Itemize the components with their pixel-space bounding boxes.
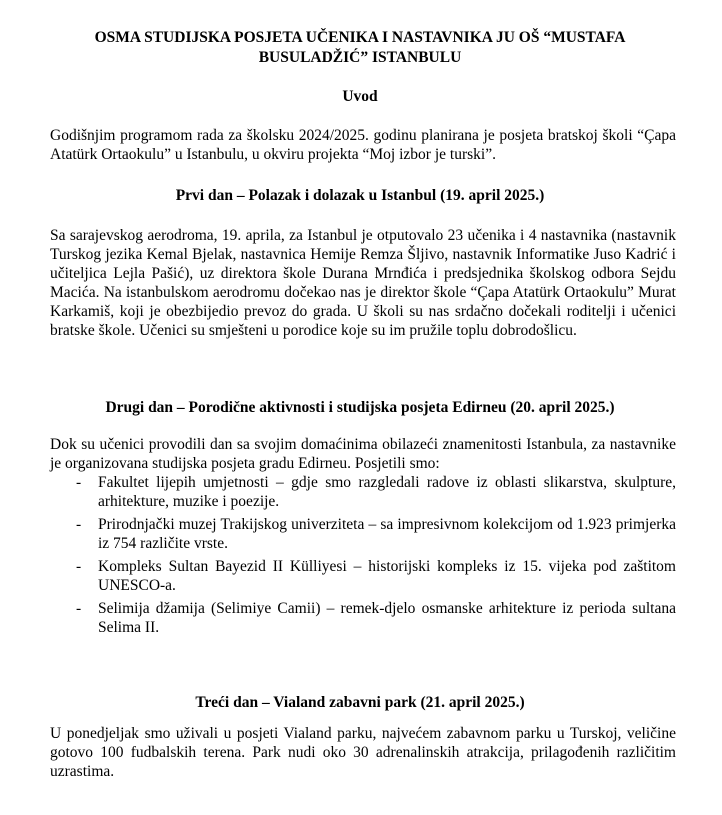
section-paragraph-treci-dan: U ponedjeljak smo uživali u posjeti Vialand parku, najvećem zabavnom parku u Turskoj, veličine gotovo 100 fudbalskih terena. Park nudi oko 30 adrenalinskih atrakcija, prilagođenih različitim uzrastima.: [50, 725, 676, 780]
list-item-text: Kompleks Sultan Bayezid II Külliyesi – historijski kompleks iz 15. vijeka pod zaštitom UNESCO-a.: [98, 558, 676, 594]
edirne-visit-list: [50, 473, 676, 641]
list-item-text: Fakultet lijepih umjetnosti – gdje smo razgledali radove iz oblasti slikarstva, skulpture, arhitekture, muzike i poezije.: [98, 474, 676, 510]
list-item-text: Prirodnjački muzej Trakijskog univerziteta – sa impresivnom kolekcijom od 1.923 primjerka iz 754 različite vrste.: [98, 516, 676, 552]
list-marker: -: [76, 516, 82, 533]
section-heading-treci-dan: Treći dan – Vialand zabavni park (21. april 2025.): [195, 694, 525, 711]
section-heading-drugi-dan: Drugi dan – Porodične aktivnosti i studijska posjeta Edirneu (20. april 2025.): [105, 399, 615, 416]
list-item: [50, 557, 676, 595]
list-item: [50, 599, 676, 637]
list-item-text: Selimija džamija (Selimiye Camii) – remek-djelo osmanske arhitekture iz perioda sultana Selima II.: [98, 600, 676, 636]
section-heading-uvod: Uvod: [342, 88, 378, 105]
document-title: OSMA STUDIJSKA POSJETA UČENIKA I NASTAVNIKA JU OŠ “MUSTAFA BUSULADŽIĆ” ISTANBULU: [94, 29, 626, 66]
section-paragraph-uvod: Godišnjim programom rada za školsku 2024/2025. godinu planirana je posjeta bratskoj školi “Çapa Atatürk Ortaokulu” u Istanbulu, u okviru projekta “Moj izbor je turski”.: [50, 127, 676, 163]
list-marker: -: [76, 600, 82, 617]
section-paragraph-prvi-dan: Sa sarajevskog aerodroma, 19. aprila, za Istanbul je otputovalo 23 učenika i 4 nastavnika (nastavnik Turskog jezika Kemal Bjelak, nastavnica Hemije Remza Šljivo, nastavnik Informatike Juso Kadrić i učiteljica Lejla Pašić), uz direktora škole Durana Mrnđića i predsjednika školskog odbora Sejdu Macića. Na istanbulskom aerodromu dočekao nas je direktor škole “Çapa Atatürk Ortaokulu” Murat Karkamiš, koji je obezbijedio prevoz do grada. U školi su nas srdačno dočekali roditelji i učenici bratske škole. Učenici su smješteni u porodice koje su im pružile toplu dobrodošlicu.: [50, 227, 676, 339]
section-heading-prvi-dan: Prvi dan – Polazak i dolazak u Istanbul (19. april 2025.): [175, 187, 545, 204]
list-marker: -: [76, 558, 82, 575]
section-paragraph-drugi-dan: Dok su učenici provodili dan sa svojim domaćinima obilazeći znamenitosti Istanbula, za nastavnike je organizovana studijska posjeta gradu Edirneu. Posjetili smo:: [50, 436, 676, 472]
list-marker: -: [76, 474, 82, 491]
list-item: [50, 515, 676, 553]
list-item: [50, 473, 676, 511]
